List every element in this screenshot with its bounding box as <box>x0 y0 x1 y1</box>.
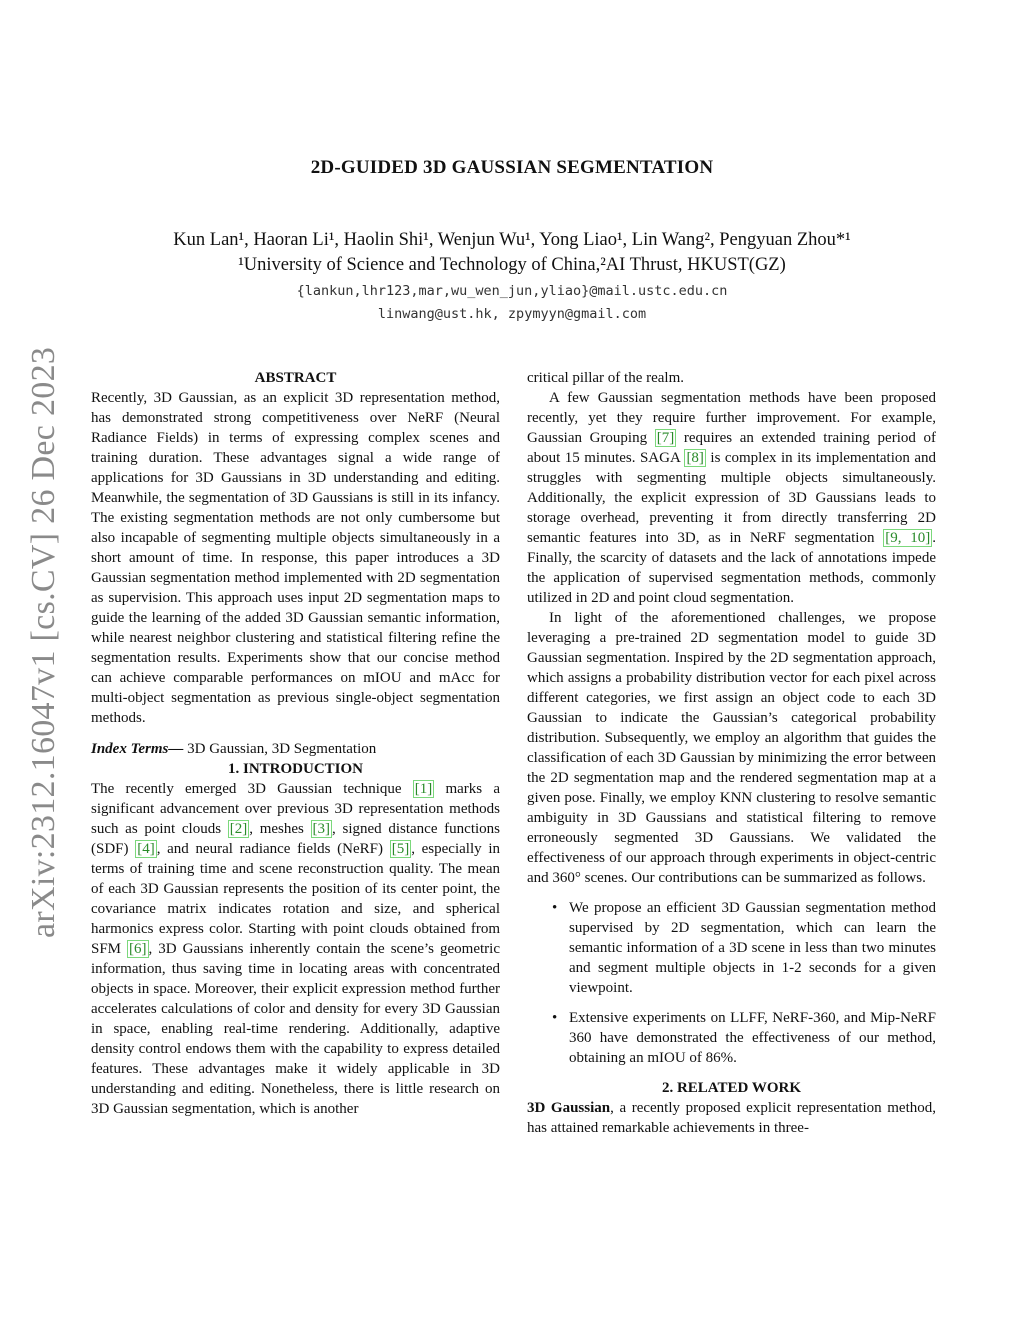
related-work-lead: 3D Gaussian <box>527 1100 611 1116</box>
citation-link[interactable]: [8] <box>686 450 704 466</box>
related-work-paragraph <box>527 1098 936 1138</box>
intro-paragraph-1-continued: critical pillar of the realm. <box>527 370 685 386</box>
list-item-text: We propose an efficient 3D Gaussian segmentation method supervised by 2D segmentation, which can learn the semantic information of a 3D scene in less than two minutes and segment multiple objects in 1-2 seconds for a given viewpoint. <box>569 900 936 996</box>
bullet-icon: • <box>552 900 558 916</box>
list-item-text: Extensive experiments on LLFF, NeRF-360, and Mip-NeRF 360 have demonstrated the effectiveness of our method, obtaining an mIOU of 86%. <box>569 1010 936 1066</box>
paper-title: 2D-GUIDED 3D GAUSSIAN SEGMENTATION <box>310 157 714 178</box>
text-run: , meshes <box>249 821 311 837</box>
text-run: . Finally, the scarcity of datasets and the lack of annotations impede the application of supervised segmentation methods, commonly utilized in 2D and point cloud segmentation. <box>527 530 936 606</box>
text-run: , a recently proposed explicit representation method, has attained remarkable achievements in three- <box>527 1100 937 1136</box>
left-column <box>91 368 500 1119</box>
right-column <box>527 368 936 1138</box>
text-run: , especially in terms of training time and scene reconstruction quality. The mean of each 3D Gaussian represents the position of its center point, the covariance matrix indicates rotation and size, and spherical harmonics express color. Starting with point clouds obtained from SFM <box>91 841 500 957</box>
affiliation-line: ¹University of Science and Technology of China,²AI Thrust, HKUST(GZ) <box>238 255 786 275</box>
abstract-body: Recently, 3D Gaussian, as an explicit 3D representation method, has demonstrated strong competitiveness over NeRF (Neural Radiance Fields) in terms of expressing complex scenes and training duration. These advantages signal a wide range of applications for 3D Gaussians in 3D understanding and editing. Meanwhile, the segmentation of 3D Gaussians is still in its infancy. The existing segmentation methods are not only cumbersome but also incapable of segmenting multiple objects simultaneously in a short amount of time. In response, this paper introduces a 3D Gaussian segmentation method implemented with 2D segmentation as supervision. This approach uses input 2D segmentation maps to guide the learning of the added 3D Gaussian semantic information, while nearest neighbor clustering and statistical filtering refine the segmentation results. Experiments show that our concise method can achieve comparable performances on mIOU and mAcc for multi-object segmentation as previous single-object segmentation methods. <box>91 390 500 726</box>
citation-link[interactable]: [1] <box>414 781 433 797</box>
index-terms-text: 3D Gaussian, 3D Segmentation <box>183 741 377 757</box>
citation-link[interactable]: [4] <box>137 841 155 857</box>
citation-link[interactable]: [7] <box>656 430 675 446</box>
intro-paragraph-2 <box>527 388 936 608</box>
intro-paragraph-1 <box>91 779 500 1119</box>
bullet-icon: • <box>552 1010 558 1026</box>
citation-link[interactable]: [6] <box>129 941 147 957</box>
citation-link[interactable]: [2] <box>229 821 248 837</box>
introduction-heading: 1. INTRODUCTION <box>227 761 363 777</box>
contribution-list <box>527 898 936 1068</box>
related-work-heading: 2. RELATED WORK <box>661 1080 802 1096</box>
author-list: Kun Lan¹, Haoran Li¹, Haolin Shi¹, Wenjun Wu¹, Yong Liao¹, Lin Wang², Pengyuan Zhou*¹ <box>173 230 851 250</box>
citation-link[interactable]: [5] <box>391 841 410 857</box>
email-line-1[interactable]: {lankun,lhr123,mar,wu_wen_jun,yliao}@mail.ustc.edu.cn <box>296 283 728 299</box>
text-run: The recently emerged 3D Gaussian technique <box>91 781 413 797</box>
text-run: is complex in its implementation and struggles with segmenting multiple objects simultaneously. Additionally, the explicit expression of 3D Gaussians leads to storage overhead, preventing it from directly transferring 2D semantic features into 3D, as in NeRF segmentation <box>527 450 936 546</box>
index-terms-label: Index Terms— <box>91 741 184 757</box>
list-item <box>527 898 936 998</box>
index-terms <box>91 739 500 759</box>
text-run: requires an extended training period of about 15 minutes. SAGA <box>527 430 936 466</box>
citation-link[interactable]: [9, 10] <box>885 530 931 546</box>
text-run: , 3D Gaussians inherently contain the scene’s geometric information, thus saving time in locating areas with concentrated objects in space. Moreover, their explicit expression method further accelerates calculations of color and density for every 3D Gaussian in space, enabling real-time rendering. Additionally, adaptive density control endows them with the capability to express detailed features. These advantages make it widely applicable in 3D understanding and editing. Nonetheless, there is little research on 3D Gaussian segmentation, which is another <box>91 941 500 1117</box>
text-run: , and neural radiance fields (NeRF) <box>156 841 390 857</box>
email-line-2[interactable]: linwang@ust.hk, zpymyyn@gmail.com <box>377 306 647 322</box>
arxiv-identifier[interactable]: arXiv:2312.16047v1 [cs.CV] 26 Dec 2023 <box>25 346 62 938</box>
list-item <box>527 1008 936 1068</box>
text-run: marks a significant advancement over previous 3D representation methods such as point clouds <box>91 781 500 837</box>
citation-link[interactable]: [3] <box>312 821 331 837</box>
text-run: , signed distance functions (SDF) <box>91 821 500 857</box>
text-run: A few Gaussian segmentation methods have been proposed recently, yet they require further improvement. For example, Gaussian Grouping <box>527 390 936 446</box>
intro-paragraph-3: In light of the aforementioned challenges, we propose leveraging a pre-trained 2D segmentation model to guide 3D Gaussian segmentation. Inspired by the 2D segmentation approach, which assigns a probability distribution vector for each pixel across different categories, we first assign an object code to each 3D Gaussian to indicate the Gaussian’s categorical probability distribution. Subsequently, we employ an algorithm that guides the classification of each 3D Gaussian by minimizing the error between the 2D segmentation map and the rendered segmentation map at a given pose. Finally, we employ KNN clustering to resolve semantic ambiguity in 3D Gaussians and statistical filtering to remove erroneously segmented 3D Gaussians. We validated the effectiveness of our approach through experiments in object-centric and 360° scenes. Our contributions can be summarized as follows. <box>527 610 936 886</box>
abstract-heading: ABSTRACT <box>254 370 337 386</box>
